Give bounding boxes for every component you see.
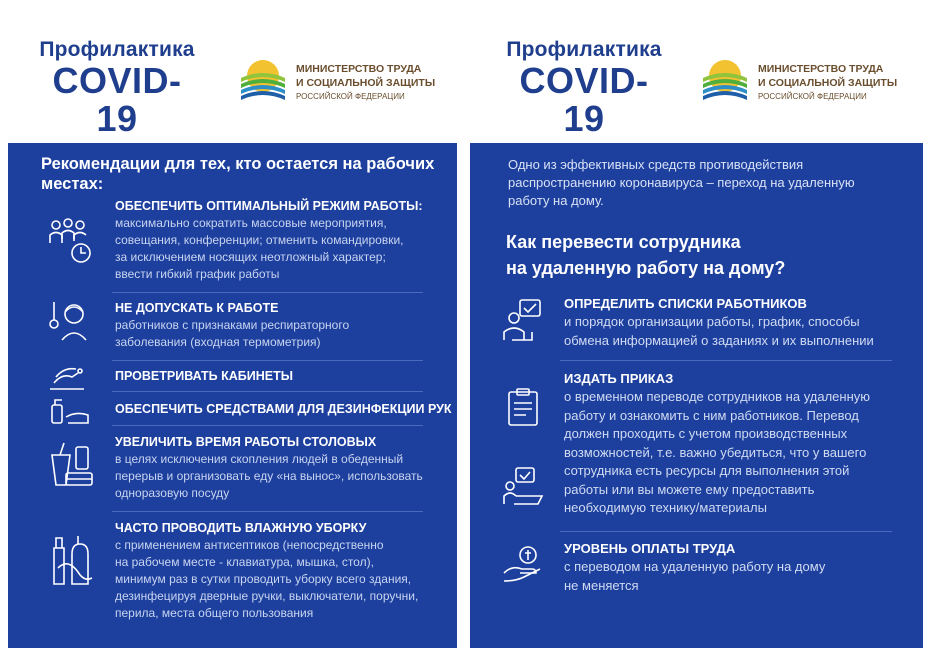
item-title: НЕ ДОПУСКАТЬ К РАБОТЕ xyxy=(115,301,279,315)
ministry-line3: РОССИЙСКОЙ ФЕДЕРАЦИИ xyxy=(296,92,405,101)
item-text: обмена информацией о заданиях и их выполнении xyxy=(564,332,874,348)
divider xyxy=(112,360,423,361)
item-text: и порядок организации работы, график, способы xyxy=(564,314,860,329)
list-item xyxy=(564,540,825,595)
left-header xyxy=(0,0,465,143)
list-item xyxy=(115,520,418,622)
hand-sanitizer-icon xyxy=(48,397,92,427)
laptop-check-icon xyxy=(502,466,546,506)
item-text: с переводом на удаленную работу на дому xyxy=(564,559,826,574)
title-line2: COVID-19 xyxy=(52,60,182,139)
item-text: работу и ознакомить с ним работников. Перевод xyxy=(564,407,859,423)
clipboard-icon xyxy=(506,387,540,427)
intro-line: работу на дому. xyxy=(508,193,604,208)
list-item xyxy=(115,300,349,351)
ministry-line2: И СОЦИАЛЬНОЙ ЗАЩИТЫ xyxy=(296,77,436,89)
item-text: в целях исключения скопления людей в обеденный xyxy=(115,452,404,466)
ministry-name xyxy=(296,62,435,104)
item-title: УРОВЕНЬ ОПЛАТЫ ТРУДА xyxy=(564,541,736,556)
list-item xyxy=(115,434,423,502)
left-title xyxy=(32,38,202,158)
ventilation-icon xyxy=(48,363,88,393)
item-text: совещания, конференции; отменить командировки, xyxy=(115,233,404,247)
right-title xyxy=(499,38,669,158)
section-title-line2: местах: xyxy=(41,175,104,193)
list-item xyxy=(564,370,870,518)
divider xyxy=(112,425,423,426)
item-text: минимум раз в сутки проводить уборку всего здания, xyxy=(115,572,412,586)
ministry-logo-icon xyxy=(237,56,289,109)
item-text: должен проходить с учетом производственных xyxy=(564,426,848,441)
list-item xyxy=(115,368,293,385)
item-text: ввести гибкий график работы xyxy=(115,267,280,281)
item-title: ЧАСТО ПРОВОДИТЬ ВЛАЖНУЮ УБОРКУ xyxy=(115,521,367,535)
item-text: максимально сократить массовые мероприятия, xyxy=(115,216,387,230)
item-text: перила, места общего пользования xyxy=(115,606,314,620)
item-title: ОБЕСПЕЧИТЬ ОПТИМАЛЬНЫЙ РЕЖИМ РАБОТЫ: xyxy=(115,199,423,213)
divider xyxy=(560,531,892,532)
item-text: возможностей, т.е. важно убедиться, что у вашего xyxy=(564,444,867,460)
ministry-line3: РОССИЙСКОЙ ФЕДЕРАЦИИ xyxy=(758,92,867,101)
list-item xyxy=(115,198,423,283)
ministry-logo-icon xyxy=(699,56,751,109)
section-title xyxy=(41,154,434,194)
item-text: сотрудника есть ресурсы для выполнения этой xyxy=(564,463,850,478)
item-text: о временном переводе сотрудников на удаленную xyxy=(564,389,871,404)
title-line1: Профилактика xyxy=(39,38,195,61)
item-text: на рабочем месте - клавиатура, мышка, стол), xyxy=(115,555,374,569)
right-header xyxy=(466,0,931,143)
question-line2: на удаленную работу на дому? xyxy=(506,258,786,278)
people-clock-icon xyxy=(48,217,94,265)
item-title: ОПРЕДЕЛИТЬ СПИСКИ РАБОТНИКОВ xyxy=(564,296,807,311)
question-title xyxy=(506,229,785,281)
thermometer-person-icon xyxy=(48,298,88,342)
item-text: перерыв и организовать еду «на вынос», использовать xyxy=(115,469,423,483)
ministry-line1: МИНИСТЕРСТВО ТРУДА xyxy=(758,63,884,75)
item-text: работы или вы можете ему предоставить xyxy=(564,481,815,497)
item-title: УВЕЛИЧИТЬ ВРЕМЯ РАБОТЫ СТОЛОВЫХ xyxy=(115,435,377,449)
item-text: заболевания (входная термометрия) xyxy=(115,335,321,349)
item-text: необходимую технику/материалы xyxy=(564,500,767,515)
intro-line: Одно из эффективных средств противодействия xyxy=(508,157,804,172)
list-item xyxy=(564,295,874,350)
question-line1: Как перевести сотрудника xyxy=(506,232,741,252)
title-line1: Профилактика xyxy=(506,38,662,61)
divider xyxy=(112,292,423,293)
food-takeaway-icon xyxy=(48,441,94,491)
item-text: за исключением носящих неотложный характер; xyxy=(115,250,386,264)
left-content xyxy=(8,143,457,648)
intro-line: распространению коронавируса – переход на удаленную xyxy=(508,175,855,190)
section-title-line1: Рекомендации для тех, кто остается на рабочих xyxy=(41,155,435,173)
left-leaflet xyxy=(0,0,465,620)
item-text: с применением антисептиков (непосредственно xyxy=(115,538,384,552)
item-title: ОБЕСПЕЧИТЬ СРЕДСТВАМИ ДЛЯ ДЕЗИНФЕКЦИИ РУК xyxy=(115,402,452,416)
hand-money-icon xyxy=(502,543,544,583)
divider xyxy=(112,511,423,512)
item-title: ПРОВЕТРИВАТЬ КАБИНЕТЫ xyxy=(115,369,293,383)
title-line2: COVID-19 xyxy=(519,60,649,139)
intro-text xyxy=(508,156,855,210)
person-checklist-icon xyxy=(502,298,544,342)
divider xyxy=(560,360,892,361)
ministry-line2: И СОЦИАЛЬНОЙ ЗАЩИТЫ xyxy=(758,77,898,89)
ministry-line1: МИНИСТЕРСТВО ТРУДА xyxy=(296,63,422,75)
right-content xyxy=(470,143,923,648)
list-item xyxy=(115,401,452,418)
item-text: одноразовую посуду xyxy=(115,486,230,500)
item-text: работников с признаками респираторного xyxy=(115,318,350,332)
right-leaflet xyxy=(466,0,931,593)
item-text: не меняется xyxy=(564,577,639,593)
ministry-name xyxy=(758,62,897,104)
cleaning-supplies-icon xyxy=(48,528,94,588)
item-title: ИЗДАТЬ ПРИКАЗ xyxy=(564,371,674,386)
divider xyxy=(112,391,423,392)
item-text: дезинфецируя дверные ручки, выключатели, поручни, xyxy=(115,589,419,603)
